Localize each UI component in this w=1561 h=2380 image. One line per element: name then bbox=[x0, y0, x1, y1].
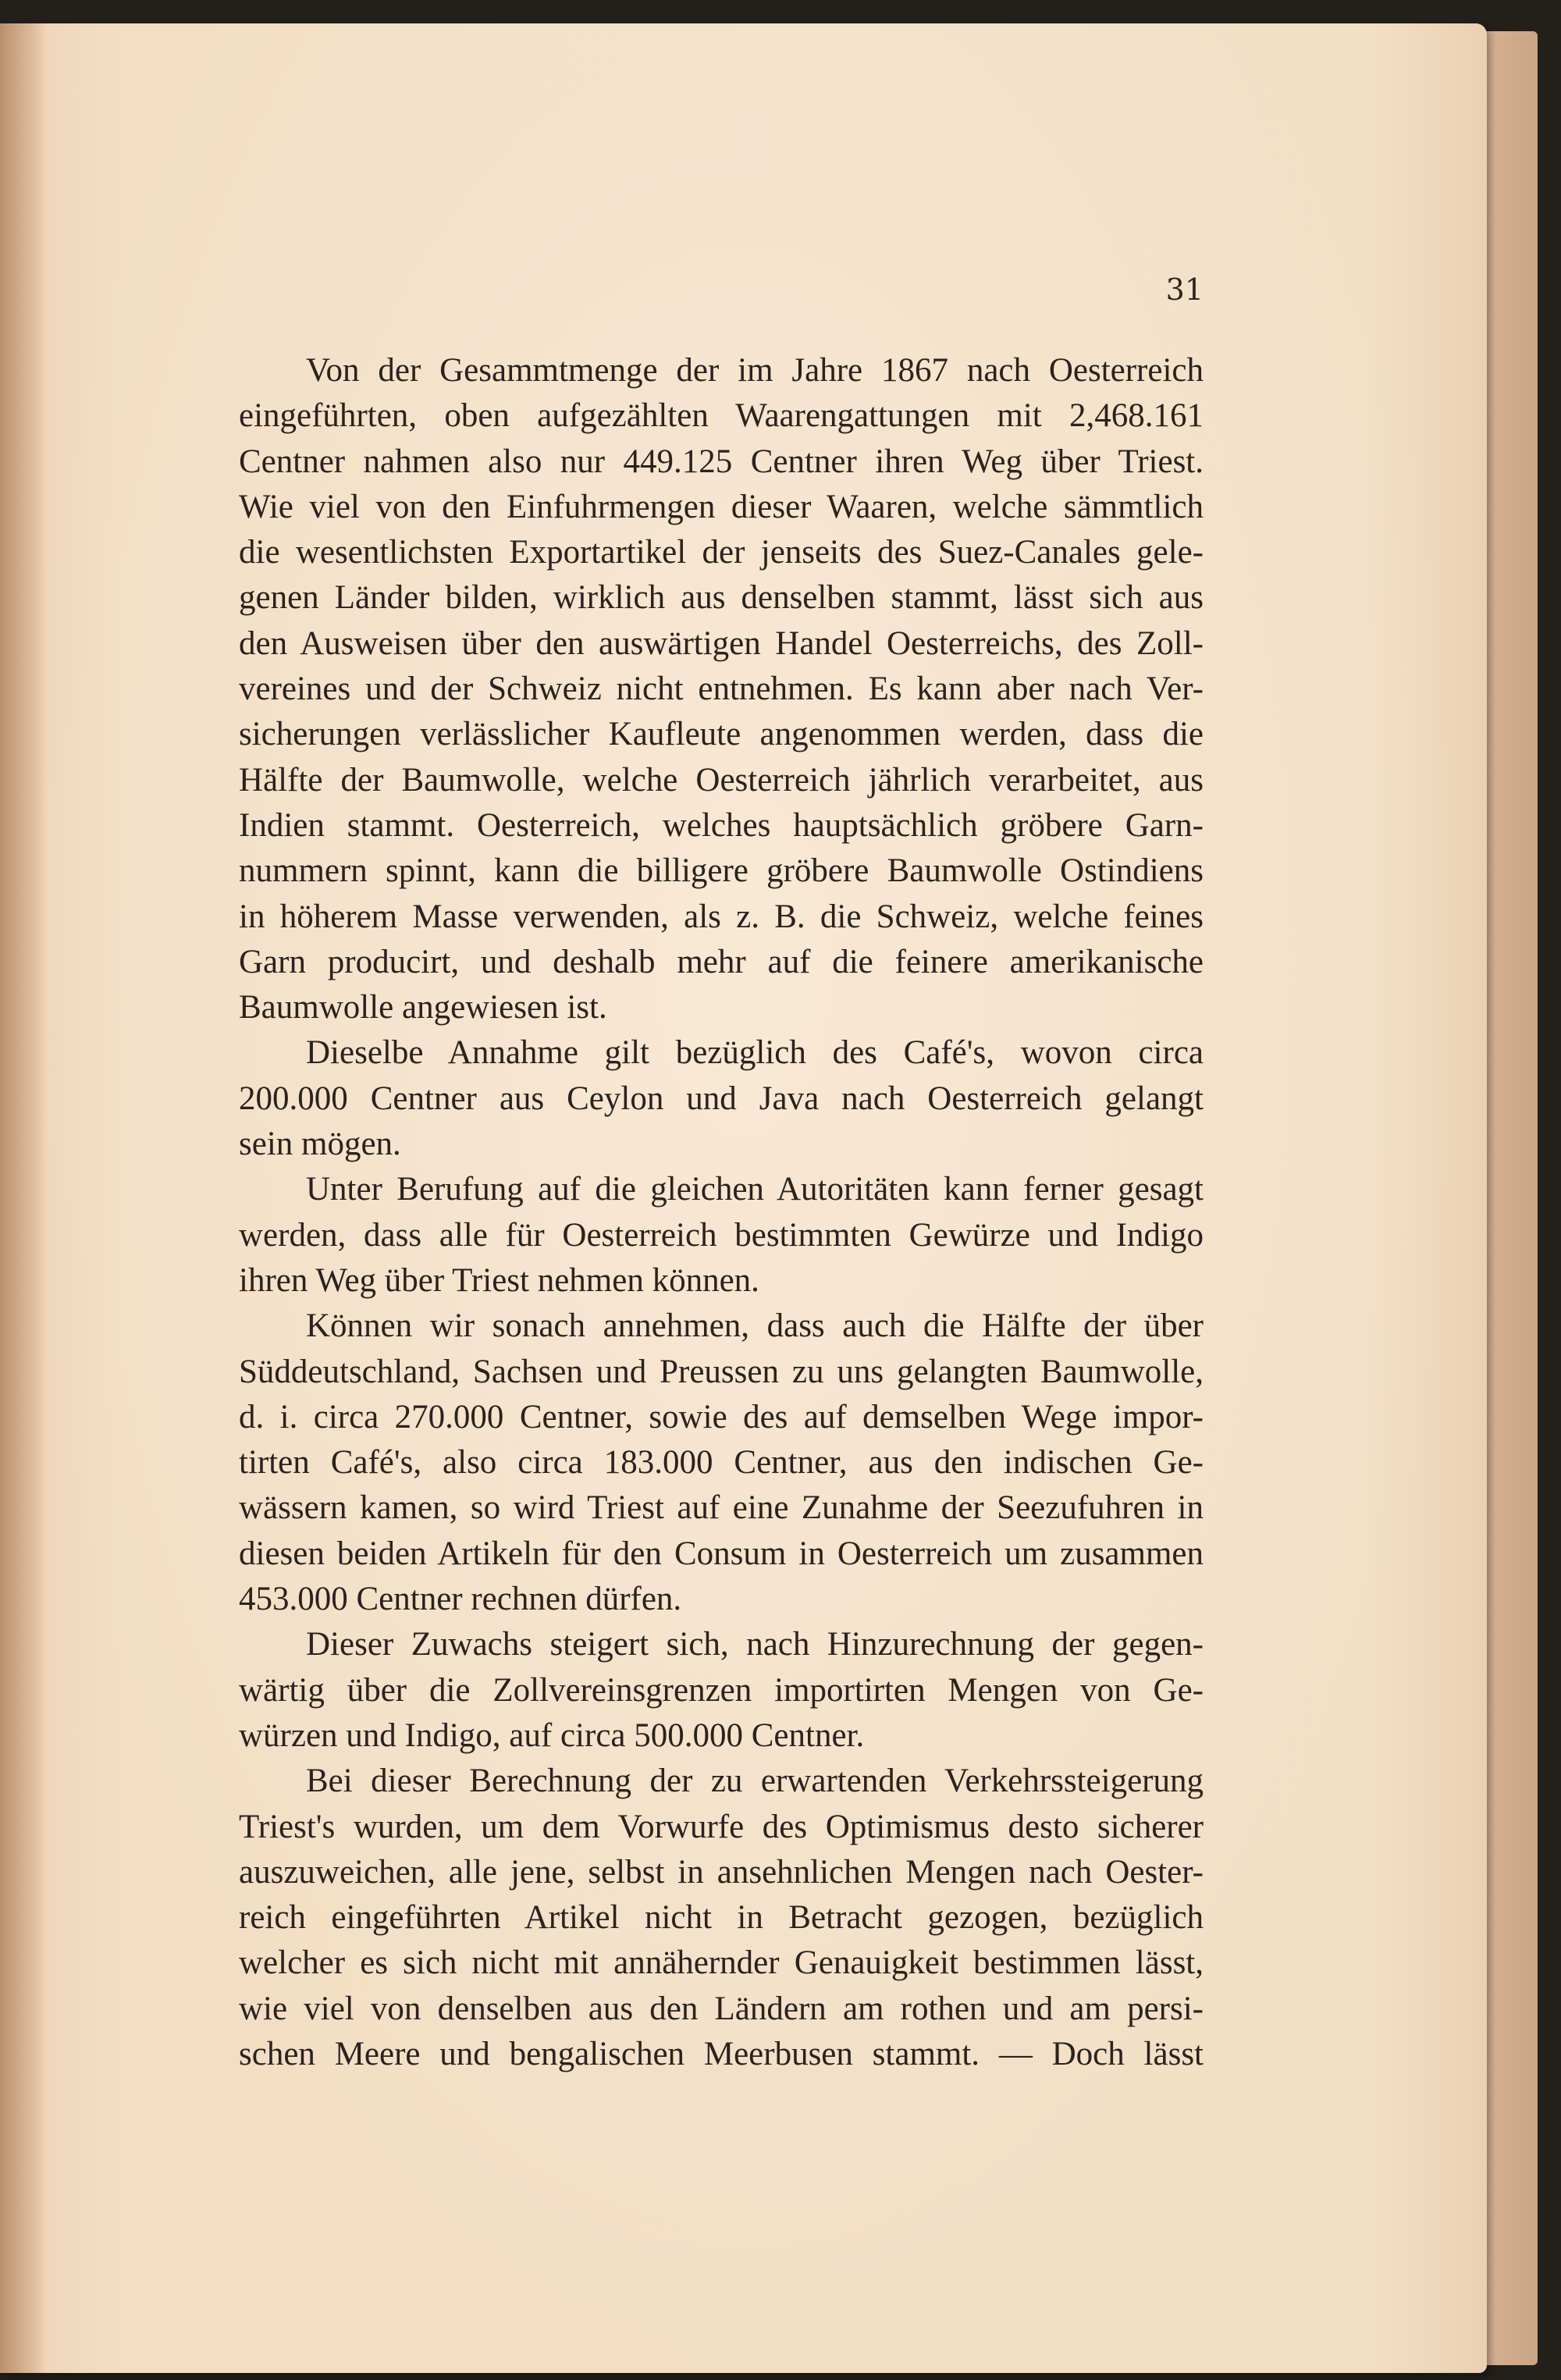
text-line: Können wir sonach annehmen, dass auch die Hälfte der über bbox=[306, 1307, 1204, 1345]
text-line: Triest's wurden, um dem Vorwurfe des Optimismus desto sicherer bbox=[239, 1808, 1204, 1845]
text-line: Dieselbe Annahme gilt bezüglich des Café's, wovon circa bbox=[306, 1034, 1204, 1072]
text-line: Indien stammt. Oesterreich, welches hauptsächlich gröbere Garn- bbox=[239, 806, 1204, 844]
text-line: Süddeutschland, Sachsen und Preussen zu uns gelangten Baumwolle, bbox=[239, 1353, 1204, 1390]
text-line: tirten Café's, also circa 183.000 Centner, aus den indischen Ge- bbox=[239, 1444, 1204, 1482]
paragraph-3 bbox=[239, 1167, 1204, 1304]
text-line: welcher es sich nicht mit annähernder Genauigkeit bestimmen lässt, bbox=[239, 1944, 1204, 1982]
text-line: 453.000 Centner rechnen dürfen. bbox=[239, 1581, 682, 1618]
text-line: die wesentlichsten Exportartikel der jenseits des Suez-Canales gele- bbox=[239, 534, 1204, 571]
paragraph-1 bbox=[239, 348, 1204, 1030]
text-line: schen Meere und bengalischen Meerbusen stammt. — Doch lässt bbox=[239, 2035, 1204, 2072]
paragraph-4 bbox=[239, 1304, 1204, 1622]
text-line: sein mögen. bbox=[239, 1126, 401, 1163]
text-line: Dieser Zuwachs steigert sich, nach Hinzurechnung der gegen- bbox=[306, 1626, 1204, 1663]
text-line: genen Länder bilden, wirklich aus denselben stammt, lässt sich aus bbox=[239, 579, 1204, 617]
text-line: in höherem Masse verwenden, als z. B. die Schweiz, welche feines bbox=[239, 898, 1204, 935]
text-line: eingeführten, oben aufgezählten Waarengattungen mit 2,468.161 bbox=[239, 397, 1204, 435]
text-line: werden, dass alle für Oesterreich bestimmten Gewürze und Indigo bbox=[239, 1216, 1204, 1254]
text-line: 200.000 Centner aus Ceylon und Java nach Oesterreich gelangt bbox=[239, 1080, 1204, 1117]
text-line: nummern spinnt, kann die billigere gröbere Baumwolle Ostindiens bbox=[239, 852, 1204, 890]
text-line: Garn producirt, und deshalb mehr auf die feinere amerikanische bbox=[239, 943, 1204, 980]
text-line: diesen beiden Artikeln für den Consum in Oesterreich um zusammen bbox=[239, 1535, 1204, 1572]
text-line: Von der Gesammtmenge der im Jahre 1867 nach Oesterreich bbox=[306, 352, 1204, 389]
text-line: Centner nahmen also nur 449.125 Centner ihren Weg über Triest. bbox=[239, 443, 1204, 480]
text-body bbox=[239, 348, 1204, 2077]
text-line: wärtig über die Zollvereinsgrenzen importirten Mengen von Ge- bbox=[239, 1671, 1204, 1709]
paragraph-6 bbox=[239, 1759, 1204, 2077]
page-number: 31 bbox=[1165, 272, 1204, 307]
text-line: sicherungen verlässlicher Kaufleute angenommen werden, dass die bbox=[239, 716, 1204, 753]
paragraph-5 bbox=[239, 1622, 1204, 1759]
text-line: wässern kamen, so wird Triest auf eine Zunahme der Seezufuhren in bbox=[239, 1489, 1204, 1527]
text-line: Bei dieser Berechnung der zu erwartenden Verkehrssteigerung bbox=[306, 1763, 1204, 1800]
text-line: Wie viel von den Einfuhrmengen dieser Waaren, welche sämmtlich bbox=[239, 488, 1204, 525]
text-line: auszuweichen, alle jene, selbst in ansehnlichen Mengen nach Oester- bbox=[239, 1853, 1204, 1891]
text-line: würzen und Indigo, auf circa 500.000 Centner. bbox=[239, 1717, 865, 1754]
text-line: vereines und der Schweiz nicht entnehmen. Es kann aber nach Ver- bbox=[239, 671, 1204, 708]
text-line: wie viel von denselben aus den Ländern am rothen und am persi- bbox=[239, 1990, 1204, 2027]
text-line: Hälfte der Baumwolle, welche Oesterreich jährlich verarbeitet, aus bbox=[239, 761, 1204, 799]
paragraph-2 bbox=[239, 1030, 1204, 1167]
text-line: Baumwolle angewiesen ist. bbox=[239, 989, 607, 1026]
text-line: ihren Weg über Triest nehmen können. bbox=[239, 1261, 759, 1299]
text-line: reich eingeführten Artikel nicht in Betracht gezogen, bezüglich bbox=[239, 1899, 1204, 1937]
binding-edge bbox=[0, 23, 47, 2373]
text-line: Unter Berufung auf die gleichen Autoritäten kann ferner gesagt bbox=[306, 1171, 1204, 1208]
text-line: d. i. circa 270.000 Centner, sowie des auf demselben Wege impor- bbox=[239, 1398, 1204, 1435]
text-line: den Ausweisen über den auswärtigen Handel Oesterreichs, des Zoll- bbox=[239, 624, 1204, 662]
